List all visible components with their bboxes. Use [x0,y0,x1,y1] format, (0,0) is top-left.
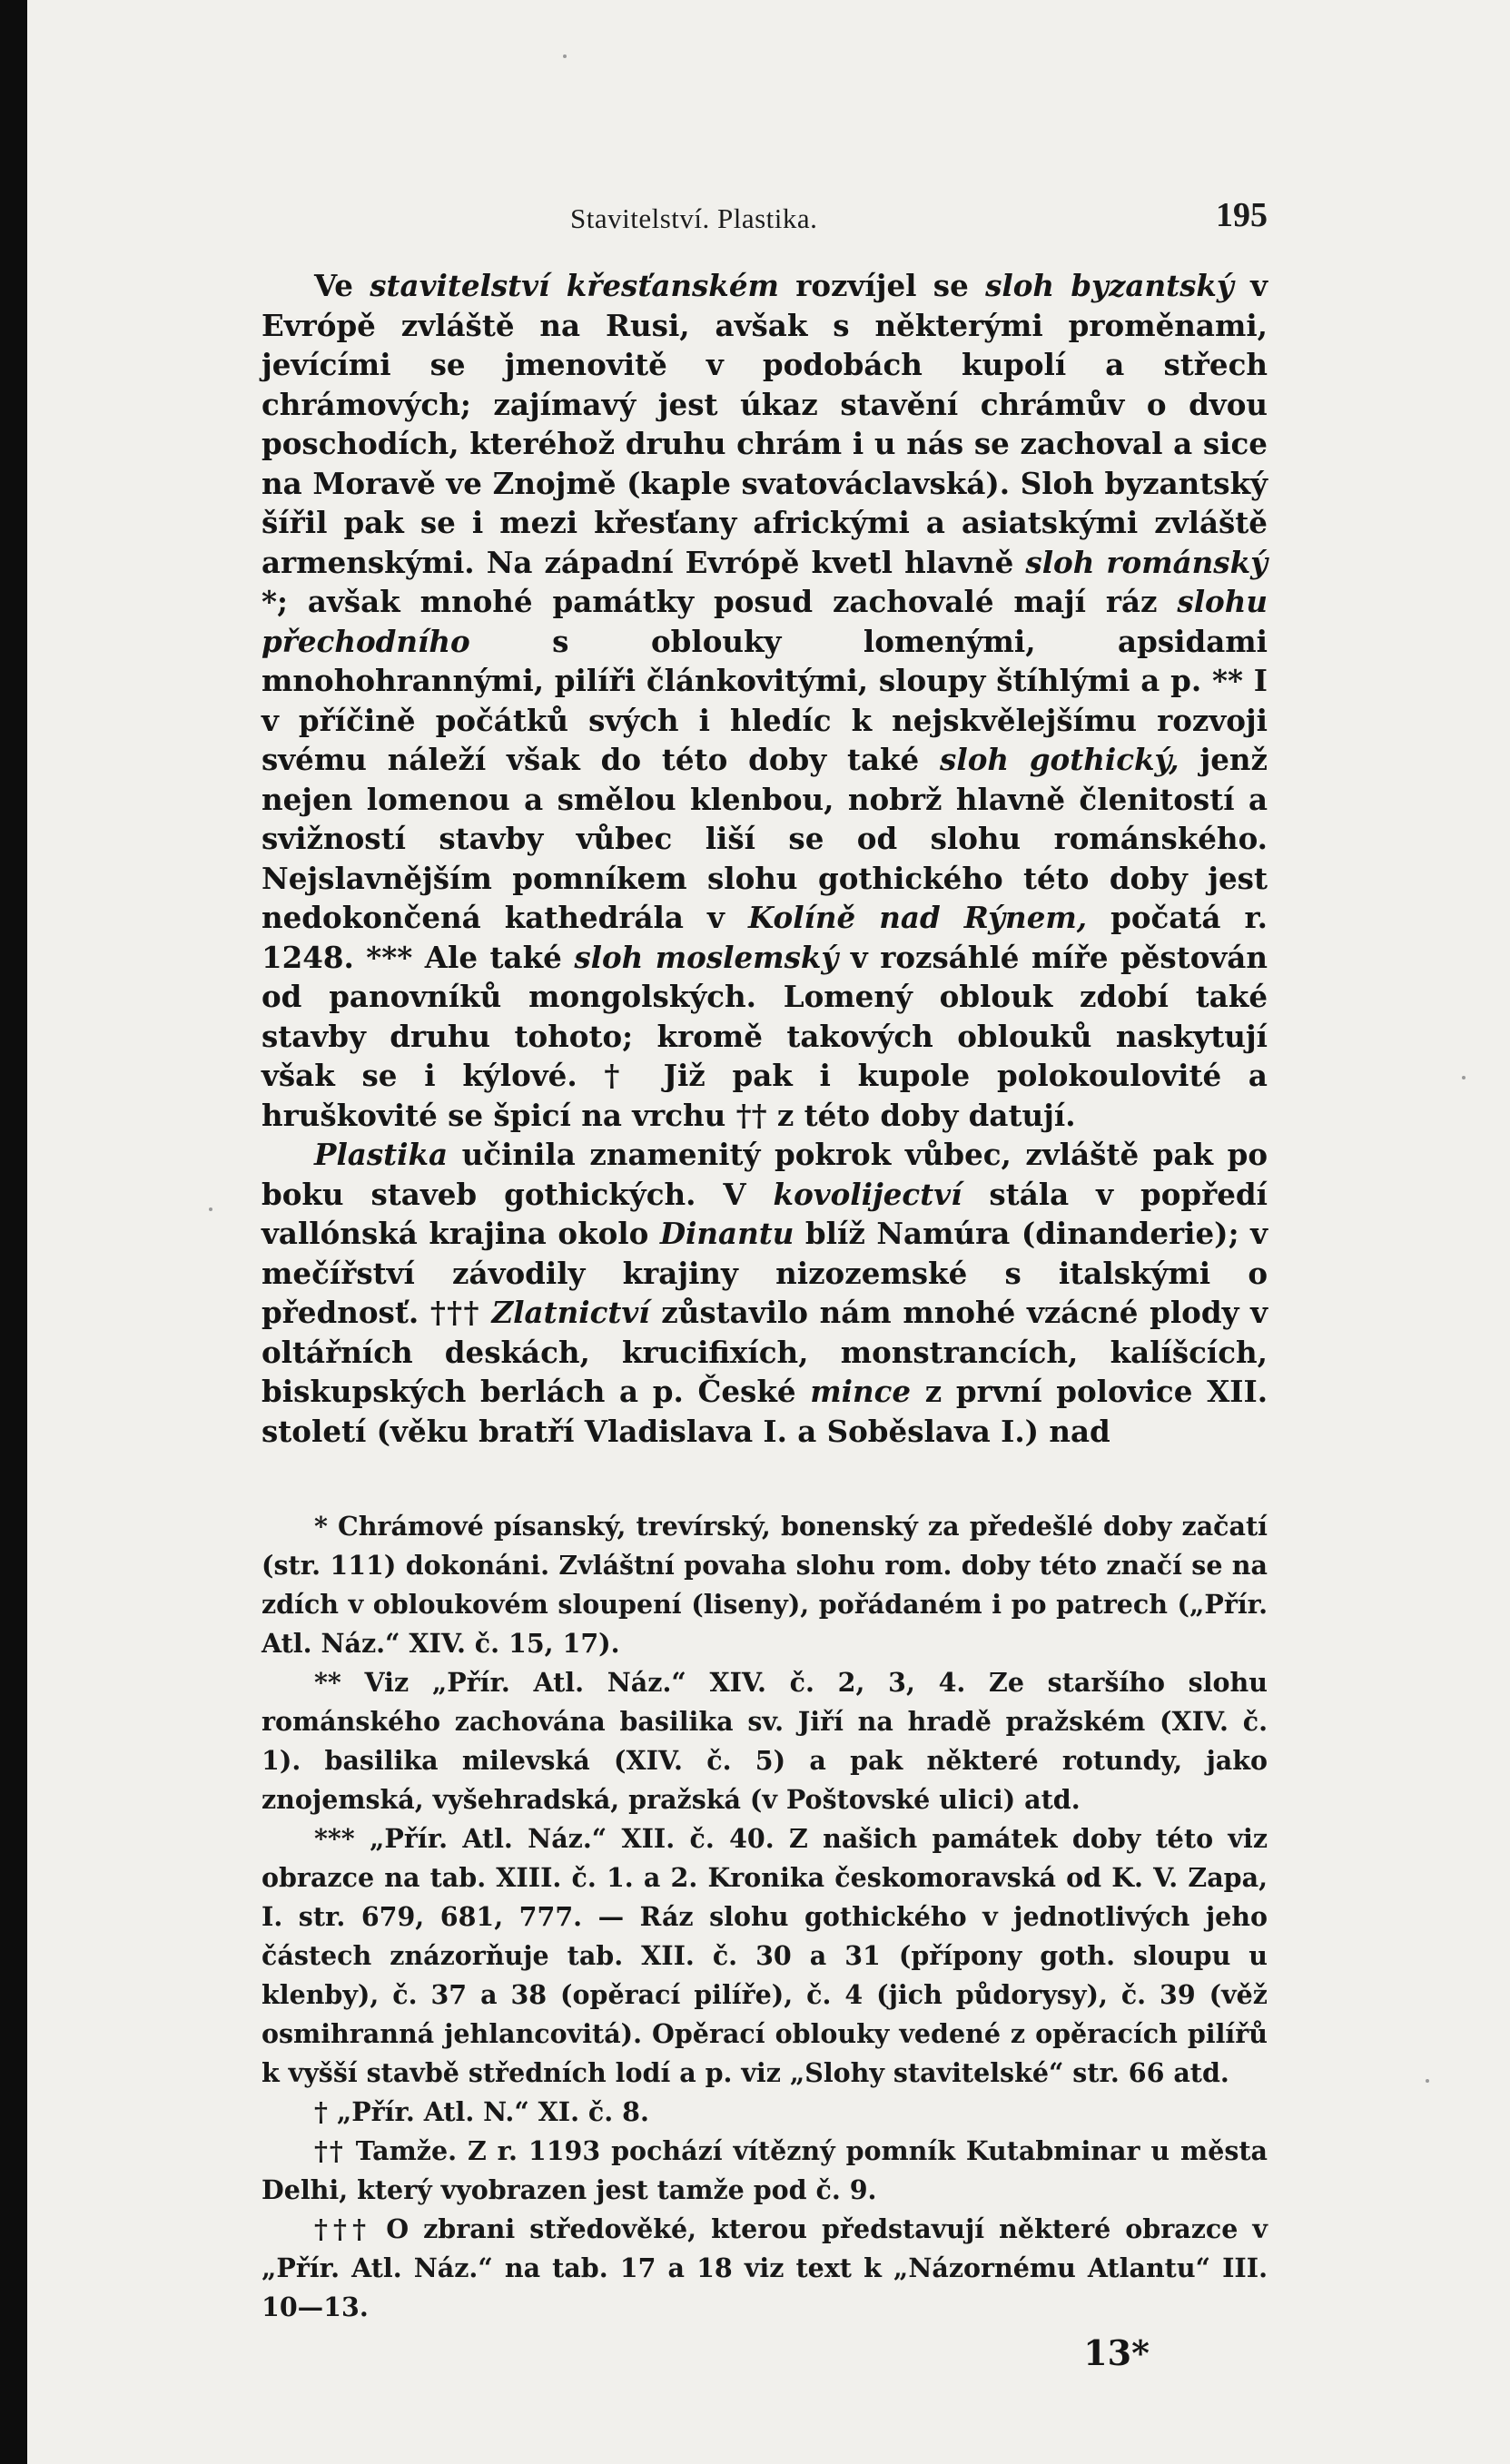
paper-speck [1462,1076,1466,1079]
footnote: ** Viz „Přír. Atl. Náz.“ XIV. č. 2, 3, 4. Ze staršího slohu románského zachována basilika sv. Jiří na hradě pražském (XIV. č. 1). basilika milevská (XIV. č. 5) a pak některé rotundy, jako znojemská, vyšehradská, pražská (v Poštovské ulici) atd. [262,1667,1268,1815]
paragraph-architecture [262,266,1268,1135]
footnote: † „Přír. Atl. N.“ XI. č. 8. [314,2096,649,2127]
text-run: z první polovice XII. století (věku bratří Vladislava I. a Soběslava I.) nad [262,1374,1268,1449]
running-title: Stavitelství. Plastika. [570,202,818,234]
main-text [262,266,1268,1451]
scan-border [0,0,27,2464]
paper-speck [1426,2079,1429,2083]
signature-mark: 13* [1083,2332,1150,2373]
footnote: ††† O zbrani středověké, kterou představují některé obrazce v „Přír. Atl. Náz.“ na tab. 17 a 18 viz text k „Názornému Atlantu“ III. 10—13. [262,2213,1268,2322]
text-run: jenž nejen lomenou a smělou klenbou, nobrž hlavně členitostí a svižností stavby vůbec liší se od slohu románského. Nejslavnějším pomníkem slohu gothického této doby jest nedokončená kathedrála v [262,742,1268,935]
footnote: * Chrámové písanský, trevírský, bonenský za předešlé doby začatí (str. 111) dokonáni. Zvláštní povaha slohu rom. doby této značí se na zdích v obloukovém sloupení (liseny), pořádaném i po patrech („Přír. Atl. Náz.“ XIV. č. 15, 17). [262,1511,1268,1659]
footnote: *** „Přír. Atl. Náz.“ XII. č. 40. Z našich památek doby této viz obrazce na tab. XIII. č. 1. a 2. Kronika českomoravská od K. V. Zapa, I. str. 679, 681, 777. — Ráz slohu gothického v jednotlivých jeho částech znázorňuje tab. XII. č. 30 a 31 (přípony goth. sloupu u klenby), č. 37 a 38 (opěrací pilíře), č. 4 (jich půdorysy), č. 39 (věž osmihranná jehlancovitá). Opěrací oblouky vedené z opěracích pilířů k vyšší stavbě středních lodí a p. viz „Slohy stavitelské“ str. 66 atd. [262,1823,1268,2088]
italic-term: sloh gothický, [940,742,1179,777]
text-run: stála v popředí vallónská krajina okolo [262,1176,1268,1251]
page-content [262,195,1268,2373]
footnotes [262,1507,1268,2327]
italic-term: sloh moslemský [574,939,839,975]
italic-term: sloh byzantský [985,268,1234,303]
text-run: v Evrópě zvláště na Rusi, avšak s některými proměnami, jevícími se jmenovitě v podobách kupolí a střech chrámových; zajímavý jest úkaz stavění chrámův o dvou poschodích, kteréhož druhu chrám i u nás se zachoval a sice na Moravě ve Znojmě (kaple svatováclavská). Sloh byzantský šířil pak se i mezi křesťany africkými a asiatskými zvláště armenskými. Na západní Evrópě kvetl hlavně [262,268,1268,580]
italic-term: mince [810,1374,912,1409]
text-run: rozvíjel se [778,268,986,303]
italic-term: Plastika [314,1137,449,1172]
running-header [262,195,1268,250]
text-run: v rozsáhlé míře pěstován od panovníků mongolských. Lomený oblouk zdobí také stavby druhu tohoto; kromě takových oblouků naskytují však se i kýlové. † Již pak i kupole polokoulovité a hruškovité se špicí na vrchu †† z této doby datují. [262,939,1268,1133]
italic-term: kovolijectví [773,1176,962,1212]
text-run: zůstavilo nám mnohé vzácné plody v oltářních deskách, krucifixích, monstrancích, kalíšcích, biskupských berlách a p. České [262,1295,1268,1409]
italic-term: stavitelství křesťanském [370,268,779,303]
italic-term: Zlatnictví [491,1295,650,1330]
text-run: počatá r. 1248. *** Ale také [262,900,1268,975]
page-number: 195 [1216,196,1268,234]
text-run: blíž Namúra (dinanderie); v mečířství závodily krajiny nizozemské s italskými o přednosť. ††† [262,1216,1268,1330]
italic-term: sloh románský [1025,544,1268,580]
text-run: učinila znamenitý pokrok vůbec, zvláště pak po boku staveb gothických. V [262,1137,1268,1212]
text-run: *; avšak mnohé památky posud zachovalé mají ráz [262,584,1178,619]
italic-term: slohu přechodního [262,584,1268,659]
italic-term: Kolíně nad Rýnem, [747,900,1088,935]
paper-speck [563,54,567,58]
paragraph-sculpture [262,1135,1268,1451]
book-page [27,0,1510,2464]
text-run: s oblouky lomenými, apsidami mnohohrannými, pilíři článkovitými, sloupy štíhlými a p. ** I v příčině počátků svých i hledíc k nejskvělejšímu rozvoji svému náleží však do této doby také [262,623,1268,777]
footnote: †† Tamže. Z r. 1193 pochází vítězný pomník Kutabminar u města Delhi, který vyobrazen jest tamže pod č. 9. [262,2135,1268,2205]
italic-term: Dinantu [659,1216,794,1251]
paper-speck [209,1207,212,1211]
text-run: Ve [314,268,370,303]
